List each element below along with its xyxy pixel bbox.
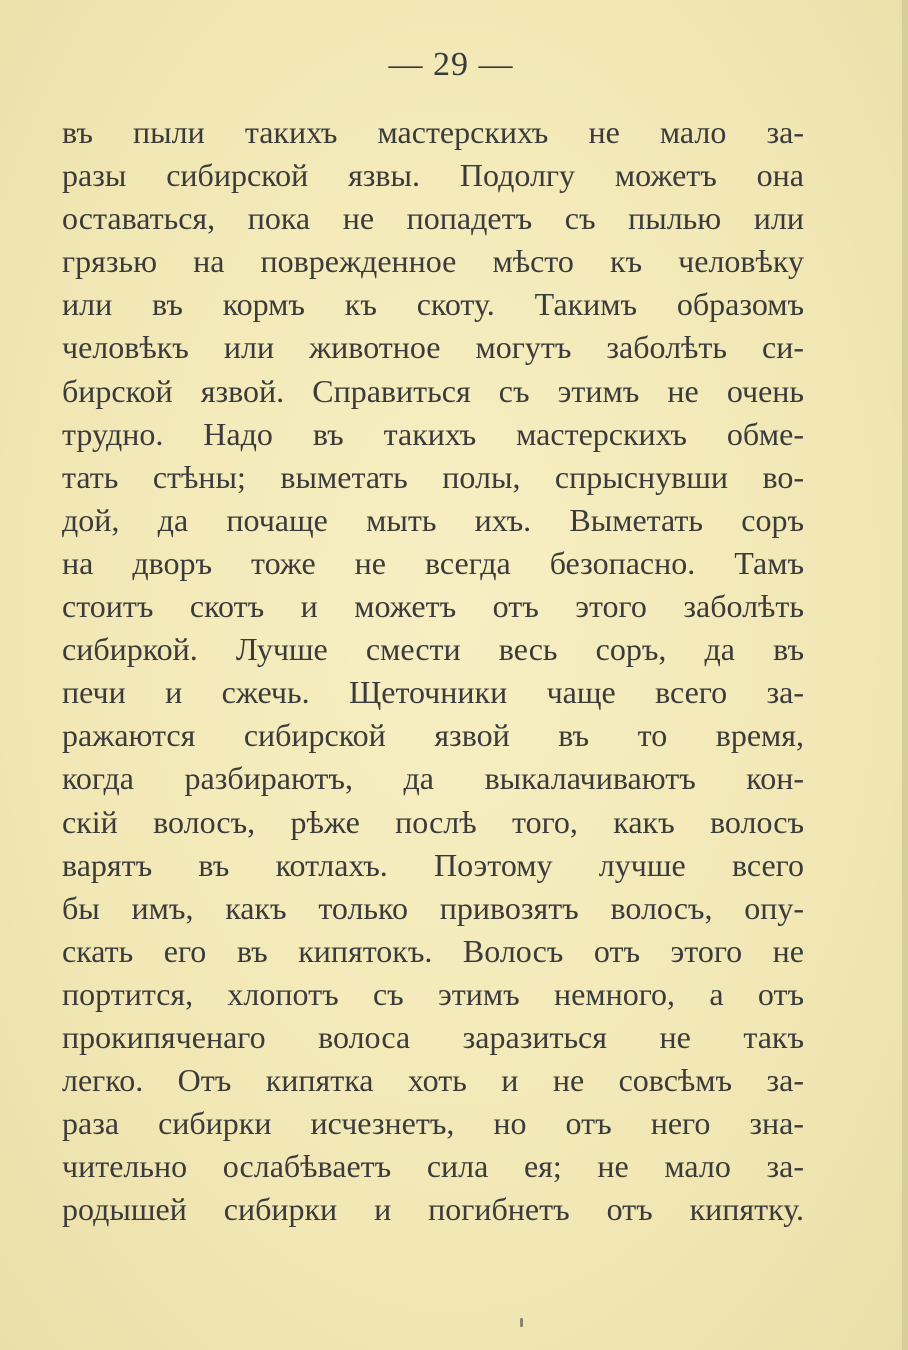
text-line: когда разбираютъ, да выкалачиваютъ кон-	[62, 760, 804, 797]
text-line: печи и сжечь. Щеточники чаще всего за-	[62, 674, 804, 711]
text-line: прокипяченаго волоса заразиться не такъ	[62, 1018, 804, 1055]
text-line: дой, да почаще мыть ихъ. Выметать соръ	[62, 501, 804, 538]
text-line: оставаться, пока не попадетъ съ пылью или	[62, 200, 804, 237]
paper-speck	[520, 1318, 523, 1327]
text-line: тать стѣны; выметать полы, спрыснувши во-	[62, 458, 804, 495]
text-line: скать его въ кипятокъ. Волосъ отъ этого не	[62, 932, 804, 969]
text-line: бирской язвой. Справиться съ этимъ не очень	[62, 372, 804, 409]
text-line: на дворъ тоже не всегда безопасно. Тамъ	[62, 544, 804, 581]
text-line: бы имъ, какъ только привозятъ волосъ, опу-	[62, 889, 804, 926]
text-line: человѣкъ или животное могутъ заболѣть си-	[62, 329, 804, 366]
text-line: легко. Отъ кипятка хоть и не совсѣмъ за-	[62, 1062, 804, 1099]
text-line: родышей сибирки и погибнетъ отъ кипятку.	[62, 1191, 804, 1228]
text-line: чительно ослабѣваетъ сила ея; не мало за-	[62, 1148, 804, 1185]
text-line: варятъ въ котлахъ. Поэтому лучше всего	[62, 846, 804, 883]
text-line: грязью на поврежденное мѣсто къ человѣку	[62, 243, 804, 280]
text-line: въ пыли такихъ мастерскихъ не мало за-	[62, 114, 804, 150]
body-text	[62, 111, 804, 1231]
text-line: трудно. Надо въ такихъ мастерскихъ обме-	[62, 415, 804, 452]
page-number: — 29 —	[388, 46, 514, 83]
text-line: ражаются сибирской язвой въ то время,	[62, 717, 804, 754]
text-line: стоитъ скотъ и можетъ отъ этого заболѣть	[62, 588, 804, 625]
text-line: сибиркой. Лучше смести весь соръ, да въ	[62, 631, 804, 668]
text-line: разы сибирской язвы. Подолгу можетъ она	[62, 157, 804, 194]
text-line: скій волосъ, рѣже послѣ того, какъ волосъ	[62, 803, 804, 840]
text-line: или въ кормъ къ скоту. Такимъ образомъ	[62, 286, 804, 323]
text-line: портится, хлопотъ съ этимъ немного, а отъ	[62, 975, 804, 1012]
text-line: раза сибирки исчезнетъ, но отъ него зна-	[62, 1105, 804, 1142]
